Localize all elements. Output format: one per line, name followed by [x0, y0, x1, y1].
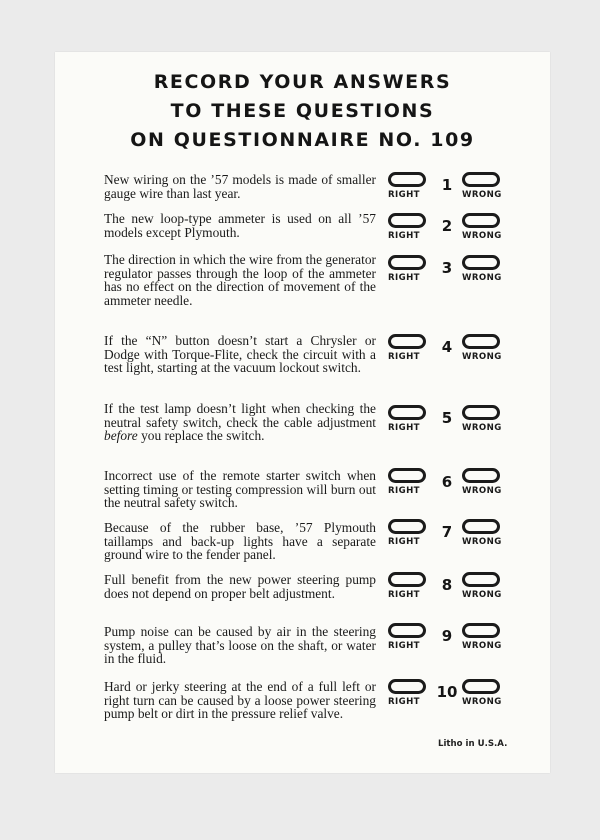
answer-7-wrong-label: WRONG [462, 537, 502, 547]
answer-5-right-oval[interactable] [388, 405, 426, 420]
answer-10-wrong-label: WRONG [462, 697, 502, 707]
answer-8-right-oval[interactable] [388, 572, 426, 587]
answer-5-wrong-label: WRONG [462, 423, 502, 433]
question-3-text: The direction in which the wire from the generator regulator passes through the loop of the ammeter has no effect on the direction of movement of the ammeter needle. [104, 252, 376, 308]
answer-6-right-oval[interactable] [388, 468, 426, 483]
question-8-number: 8 [441, 576, 453, 594]
answer-1-wrong-label: WRONG [462, 190, 502, 200]
answer-1-wrong-oval[interactable] [462, 172, 500, 187]
question-7-text: Because of the rubber base, ’57 Plymouth taillamps and back-up lights have a separate ground wire to the fender panel. [104, 520, 376, 563]
printer-imprint: Litho in U.S.A. [438, 739, 508, 749]
question-5-text-before: If the test lamp doesn’t light when checking the neutral safety switch, check the cable adjustment [104, 401, 376, 430]
question-6-text: Incorrect use of the remote starter switch when setting timing or testing compression will burn out the neutral safety switch. [104, 468, 376, 511]
answer-7-wrong-oval[interactable] [462, 519, 500, 534]
answer-2-wrong-label: WRONG [462, 231, 502, 241]
questionnaire-card [55, 52, 550, 773]
answer-2-right-label: RIGHT [388, 231, 420, 241]
answer-4-right-oval[interactable] [388, 334, 426, 349]
answer-3-right-oval[interactable] [388, 255, 426, 270]
question-5-text-after: you replace the switch. [137, 428, 265, 444]
answer-3-wrong-label: WRONG [462, 273, 502, 283]
question-4-number: 4 [441, 338, 453, 356]
answer-3-right-label: RIGHT [388, 273, 420, 283]
answer-8-right-label: RIGHT [388, 590, 420, 600]
answer-5-right-label: RIGHT [388, 423, 420, 433]
answer-2-wrong-oval[interactable] [462, 213, 500, 228]
question-2-number: 2 [441, 217, 453, 235]
answer-10-right-label: RIGHT [388, 697, 420, 707]
question-9-text: Pump noise can be caused by air in the steering system, a pulley that’s loose on the shaft, or water in the fluid. [104, 624, 376, 667]
question-6-number: 6 [441, 473, 453, 491]
answer-8-wrong-label: WRONG [462, 590, 502, 600]
question-1-number: 1 [441, 176, 453, 194]
answer-9-wrong-label: WRONG [462, 641, 502, 651]
page-title [55, 68, 550, 155]
question-7-number: 7 [441, 523, 453, 541]
question-1-text: New wiring on the ’57 models is made of smaller gauge wire than last year. [104, 172, 376, 201]
answer-5-wrong-oval[interactable] [462, 405, 500, 420]
answer-9-right-label: RIGHT [388, 641, 420, 651]
title-line-2: TO THESE QUESTIONS [170, 100, 435, 122]
answer-3-wrong-oval[interactable] [462, 255, 500, 270]
question-5-text [104, 402, 376, 443]
question-5-text-emphasis: before [104, 428, 138, 444]
answer-7-right-label: RIGHT [388, 537, 420, 547]
answer-4-right-label: RIGHT [388, 352, 420, 362]
answer-9-right-oval[interactable] [388, 623, 426, 638]
answer-10-right-oval[interactable] [388, 679, 426, 694]
title-line-3: ON QUESTIONNAIRE NO. 109 [130, 129, 475, 151]
question-2-text: The new loop-type ammeter is used on all ’57 models except Plymouth. [104, 211, 376, 240]
answer-1-right-oval[interactable] [388, 172, 426, 187]
title-line-1: RECORD YOUR ANSWERS [153, 71, 452, 93]
question-5-number: 5 [441, 409, 453, 427]
answer-10-wrong-oval[interactable] [462, 679, 500, 694]
question-3-number: 3 [441, 259, 453, 277]
answer-4-wrong-label: WRONG [462, 352, 502, 362]
answer-9-wrong-oval[interactable] [462, 623, 500, 638]
answer-8-wrong-oval[interactable] [462, 572, 500, 587]
answer-6-wrong-oval[interactable] [462, 468, 500, 483]
question-8-text: Full benefit from the new power steering pump does not depend on proper belt adjustment. [104, 572, 376, 601]
question-10-text: Hard or jerky steering at the end of a full left or right turn can be caused by a loose power steering pump belt or dirt in the pressure relief valve. [104, 679, 376, 722]
answer-7-right-oval[interactable] [388, 519, 426, 534]
question-10-number: 10 [436, 683, 458, 701]
answer-4-wrong-oval[interactable] [462, 334, 500, 349]
answer-1-right-label: RIGHT [388, 190, 420, 200]
question-4-text: If the “N” button doesn’t start a Chrysler or Dodge with Torque-Flite, check the circuit with a test light, starting at the vacuum lockout switch. [104, 333, 376, 376]
answer-6-wrong-label: WRONG [462, 486, 502, 496]
question-9-number: 9 [441, 627, 453, 645]
answer-2-right-oval[interactable] [388, 213, 426, 228]
answer-6-right-label: RIGHT [388, 486, 420, 496]
